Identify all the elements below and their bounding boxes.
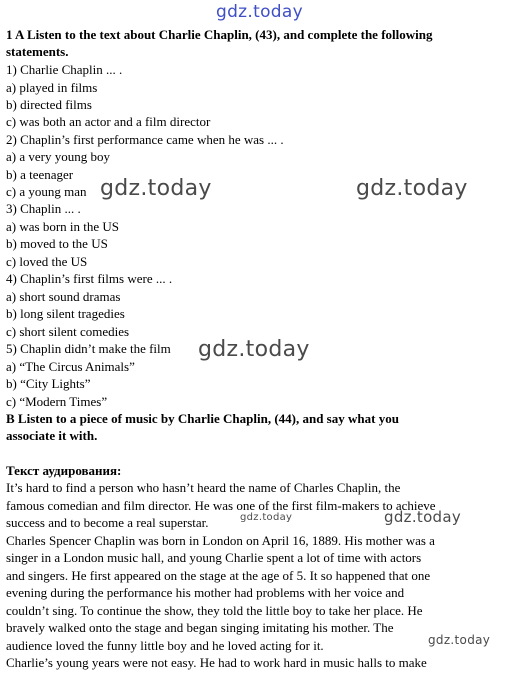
question-2-option-b: b) a teenager: [6, 167, 74, 182]
transcript-line: audience loved the funny little boy and he loved acting for it.: [6, 638, 324, 653]
transcript-line: bravely walked onto the stage and began singing imitating his mother. The: [6, 620, 394, 635]
question-5-option-b: b) “City Lights”: [6, 376, 91, 391]
transcript-line: success and to become a real superstar.: [6, 515, 209, 530]
transcript-line: evening during the performance his mother had problems with her voice and: [6, 585, 405, 600]
question-1: 1) Charlie Chaplin ... .: [6, 62, 123, 77]
question-4-option-b: b) long silent tragedies: [6, 306, 125, 321]
question-5-option-a: a) “The Circus Animals”: [6, 359, 135, 374]
transcript-line: Charlie’s young years were not easy. He had to work hard in music halls to make: [6, 655, 427, 670]
question-2: 2) Chaplin’s first performance came when he was ... .: [6, 132, 284, 147]
transcript-line: singer in a London music hall, and young Charlie spent a lot of time with actors: [6, 550, 422, 565]
question-5-option-c: c) “Modern Times”: [6, 394, 108, 409]
question-3-option-a: a) was born in the US: [6, 219, 120, 234]
question-4-option-c: c) short silent comedies: [6, 324, 130, 339]
question-5: 5) Chaplin didn’t make the film: [6, 341, 171, 356]
question-4: 4) Chaplin’s first films were ... .: [6, 271, 173, 286]
transcript-line: Charles Spencer Chaplin was born in London on April 16, 1889. His mother was a: [6, 533, 435, 548]
exercise-a-heading-line1: 1 A Listen to the text about Charlie Chaplin, (43), and complete the following: [6, 27, 433, 42]
question-3: 3) Chaplin ... .: [6, 201, 81, 216]
watermark: gdz.today: [356, 176, 468, 201]
watermark: gdz.today: [198, 337, 310, 362]
watermark: gdz.today: [428, 633, 491, 647]
watermark: gdz.today: [100, 176, 212, 201]
watermark: gdz.today: [240, 512, 293, 523]
question-2-option-c: c) a young man: [6, 184, 87, 199]
transcript-line: It’s hard to find a person who hasn’t heard the name of Charles Chaplin, the: [6, 480, 401, 495]
question-1-option-b: b) directed films: [6, 97, 92, 112]
question-3-option-c: c) loved the US: [6, 254, 88, 269]
transcript-line: famous comedian and film director. He was one of the first film-makers to achieve: [6, 498, 436, 513]
question-3-option-b: b) moved to the US: [6, 236, 108, 251]
question-4-option-a: a) short sound dramas: [6, 289, 121, 304]
transcript-line: couldn’t sing. To continue the show, they told the little boy to take her place. He: [6, 603, 423, 618]
question-1-option-c: c) was both an actor and a film director: [6, 114, 211, 129]
transcript-title: Текст аудирования:: [6, 463, 122, 478]
watermark-top: gdz.today: [216, 2, 303, 22]
transcript-line: and singers. He first appeared on the stage at the age of 5. It so happened that one: [6, 568, 431, 583]
question-2-option-a: a) a very young boy: [6, 149, 110, 164]
exercise-b-heading-line2: associate it with.: [6, 428, 98, 443]
question-1-option-a: a) played in films: [6, 80, 98, 95]
exercise-a-heading-line2: statements.: [6, 44, 69, 59]
exercise-b-heading-line1: B Listen to a piece of music by Charlie Chaplin, (44), and say what you: [6, 411, 399, 426]
watermark: gdz.today: [384, 508, 462, 526]
